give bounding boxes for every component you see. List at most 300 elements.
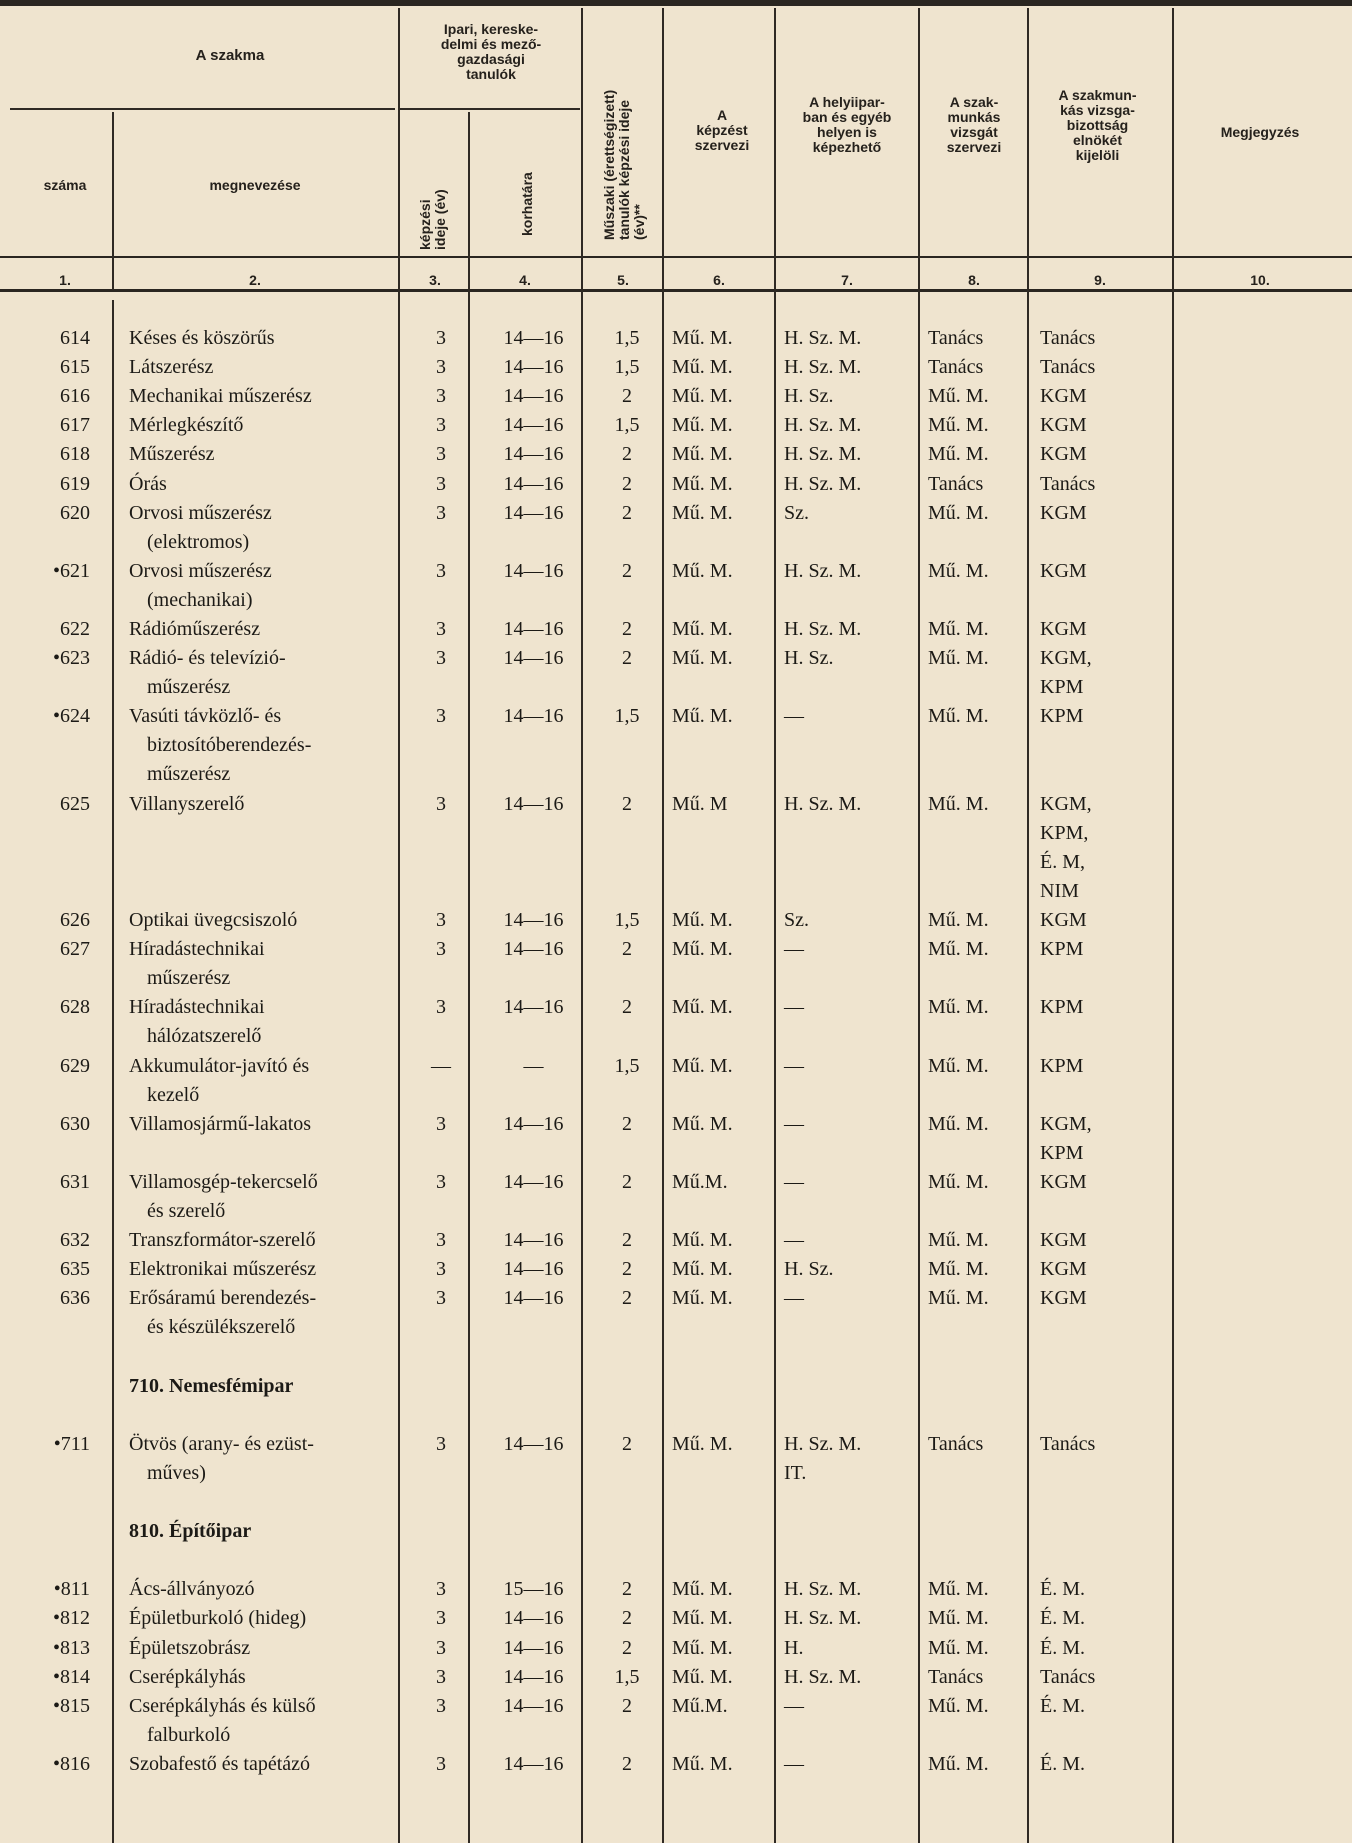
local-industry: H. Sz.: [784, 1258, 834, 1281]
exam-organizer: Mű. M.: [928, 1607, 989, 1630]
age-limit: 14—16: [503, 1694, 564, 1717]
training-organizer: Mű. M.: [672, 705, 733, 728]
technical-training-years: 2: [622, 385, 632, 408]
table-row: [0, 1284, 1352, 1339]
exam-organizer: Tanács: [928, 356, 984, 379]
local-industry: H. Sz.: [784, 385, 834, 408]
age-limit: 14—16: [503, 1432, 564, 1455]
exam-board-chair: KGM: [1040, 1229, 1087, 1252]
age-limit: 14—16: [503, 618, 564, 640]
occupation-number: 630: [60, 1112, 90, 1135]
local-industry: IT.: [784, 1461, 807, 1484]
occupation-name: és készülékszerelő: [147, 1316, 296, 1339]
exam-organizer: Mű. M.: [928, 1258, 989, 1281]
occupation-name: Szobafestő és tapétázó: [129, 1752, 311, 1775]
exam-board-chair: KGM: [1040, 501, 1087, 524]
occupation-number: 615: [60, 356, 90, 379]
occupation-name: kezelő: [147, 1083, 200, 1106]
training-years: 3: [436, 1432, 446, 1455]
training-organizer: Mű. M.: [672, 501, 733, 524]
training-organizer: Mű. M.: [672, 1607, 733, 1630]
occupation-name: Mechanikai műszerész: [129, 385, 312, 408]
training-organizer: Mű. M.: [672, 1229, 733, 1252]
table-row: [0, 993, 1352, 1048]
exam-board-chair: KGM: [1040, 1170, 1087, 1193]
occupation-number: •711: [53, 1432, 90, 1455]
occupation-name: Villamosgép-tekercselő: [129, 1170, 318, 1193]
exam-organizer: Mű. M.: [928, 1054, 989, 1077]
exam-organizer: Mű. M.: [928, 1694, 989, 1717]
occupation-name: Épületburkoló (hideg): [129, 1607, 307, 1630]
training-organizer: Mű. M.: [672, 909, 733, 931]
training-years: 3: [436, 1665, 446, 1688]
table-row: [0, 906, 1352, 935]
exam-organizer: Mű. M.: [928, 1229, 989, 1252]
exam-organizer: Mű. M.: [928, 996, 989, 1019]
column-number: 9.: [1094, 272, 1106, 288]
exam-organizer: Mű. M.: [928, 385, 989, 408]
occupation-number: 626: [60, 909, 90, 931]
occupation-name: Rádió- és televízió-: [129, 647, 286, 670]
training-years: 3: [436, 356, 446, 379]
table-row: [0, 1168, 1352, 1222]
header-vizsgabiz-line: bizottság: [1066, 117, 1129, 133]
header-szakmunkas-vizsgat: [920, 95, 1028, 155]
age-limit: 14—16: [503, 647, 564, 670]
occupation-number: 629: [60, 1054, 90, 1077]
training-organizer: Mű. M.: [672, 472, 733, 495]
technical-training-years: 2: [622, 501, 632, 524]
age-limit: 14—16: [503, 792, 564, 815]
local-industry: —: [784, 1170, 804, 1193]
occupation-name: (mechanikai): [147, 588, 253, 611]
age-limit: 14—16: [503, 327, 564, 349]
table-row: [0, 935, 1352, 990]
table-row: [0, 1750, 1352, 1779]
exam-board-chair: KGM,: [1040, 1112, 1092, 1135]
occupation-number: •811: [53, 1578, 90, 1601]
header-bottom-rule: [0, 256, 1352, 258]
header-kepzest-szervezi: [668, 108, 776, 153]
header-helyiipar-line: ban és egyéb: [802, 109, 892, 125]
header-muszaki-line: (év)**: [631, 204, 647, 240]
local-industry: H. Sz. M.: [784, 414, 862, 437]
technical-training-years: 2: [622, 1258, 632, 1281]
occupation-name: biztosítóberendezés-: [147, 734, 312, 757]
exam-board-chair: KGM,: [1040, 647, 1092, 670]
technical-training-years: 1,5: [614, 414, 640, 437]
occupation-number: •813: [52, 1636, 90, 1659]
header-tanulok-group: [402, 22, 580, 82]
occupation-name: Híradástechnikai: [129, 996, 265, 1019]
header-szakmunkas-line: A szak-: [949, 94, 999, 110]
table-row: [0, 324, 1352, 353]
occupation-number: 622: [60, 618, 90, 640]
training-years: 3: [436, 1258, 446, 1281]
age-limit: 14—16: [503, 559, 564, 582]
age-limit: 14—16: [503, 909, 564, 931]
age-limit: 14—16: [503, 1636, 564, 1659]
training-years: —: [431, 1054, 451, 1077]
table-row: [0, 1255, 1352, 1284]
occupation-name: hálózatszerelő: [147, 1025, 262, 1048]
table-row: [0, 1692, 1352, 1746]
header-group-rule: [10, 108, 395, 110]
training-years: 3: [436, 909, 446, 931]
training-organizer: Mű. M.: [672, 414, 733, 437]
technical-training-years: 1,5: [614, 356, 640, 379]
technical-training-years: 2: [622, 1112, 632, 1135]
header-szakmunkas-line: vizsgát: [950, 124, 998, 140]
training-years: 3: [436, 443, 446, 466]
technical-training-years: 2: [622, 1578, 632, 1601]
age-limit: 14—16: [503, 501, 564, 524]
local-industry: H. Sz. M.: [784, 1432, 862, 1455]
exam-organizer: Mű. M.: [928, 1578, 989, 1601]
occupation-name: Látszerész: [129, 356, 214, 379]
exam-organizer: Tanács: [928, 1665, 984, 1688]
section-title: 810. Építőipar: [129, 1520, 252, 1543]
exam-organizer: Mű. M.: [928, 647, 989, 670]
exam-organizer: Tanács: [928, 1432, 984, 1455]
training-years: 3: [436, 1694, 446, 1717]
exam-organizer: Mű. M.: [928, 501, 989, 524]
exam-board-chair: Tanács: [1040, 327, 1096, 349]
technical-training-years: 2: [622, 1229, 632, 1252]
age-limit: 14—16: [503, 705, 564, 728]
local-industry: H. Sz. M.: [784, 1607, 862, 1630]
training-organizer: Mű. M.: [672, 1578, 733, 1601]
table-row: [0, 1052, 1352, 1106]
exam-organizer: Mű. M.: [928, 1112, 989, 1135]
table-row: [0, 470, 1352, 499]
occupation-name: műszerész: [147, 967, 231, 990]
local-industry: —: [784, 1694, 804, 1717]
training-organizer: Mű. M.: [672, 385, 733, 408]
local-industry: —: [784, 1287, 804, 1310]
exam-board-chair: É. M.: [1040, 1752, 1085, 1775]
exam-board-chair: KPM: [1040, 1141, 1084, 1164]
occupation-number: •812: [52, 1607, 90, 1630]
header-megjegyzes: Megjegyzés: [1220, 124, 1300, 140]
table-row: [0, 702, 1352, 786]
technical-training-years: 1,5: [614, 327, 640, 349]
occupation-name: Elektronikai műszerész: [129, 1258, 317, 1281]
table-row: [0, 411, 1352, 440]
local-industry: H. Sz. M.: [784, 356, 862, 379]
technical-training-years: 2: [622, 443, 632, 466]
local-industry: —: [784, 1752, 804, 1775]
local-industry: H. Sz. M.: [784, 472, 862, 495]
exam-board-chair: KGM: [1040, 559, 1087, 582]
local-industry: Sz.: [784, 501, 809, 524]
occupation-name: Mérlegkészítő: [129, 414, 244, 437]
table-row: [0, 790, 1352, 902]
exam-board-chair: KPM: [1040, 676, 1084, 699]
training-organizer: Mű. M.: [672, 1112, 733, 1135]
header-vizsgabizottsag: [1030, 88, 1165, 163]
occupation-name: Műszerész: [129, 443, 215, 466]
training-years: 3: [436, 1287, 446, 1310]
table-row: [0, 440, 1352, 469]
age-limit: 14—16: [503, 1112, 564, 1135]
age-limit: 14—16: [503, 1752, 564, 1775]
local-industry: Sz.: [784, 909, 809, 931]
exam-board-chair: É. M.: [1040, 1607, 1085, 1630]
age-limit: 14—16: [503, 1229, 564, 1252]
header-szakmunkas-line: szervezi: [946, 139, 1002, 155]
technical-training-years: 2: [622, 1694, 632, 1717]
training-years: 3: [436, 1636, 446, 1659]
occupation-number: •816: [52, 1752, 90, 1775]
table-row: [0, 1604, 1352, 1633]
header-helyiipar-line: képezhető: [812, 139, 882, 155]
header-szakmunkas-line: munkás: [947, 109, 1001, 125]
occupation-number: 619: [60, 472, 90, 495]
section-title: 710. Nemesfémipar: [129, 1374, 294, 1397]
header-tanulok-line: tanulók: [466, 66, 516, 82]
age-limit: 14—16: [503, 1665, 564, 1688]
column-number: 10.: [1250, 272, 1270, 288]
local-industry: —: [784, 705, 804, 728]
table-row: [0, 644, 1352, 699]
top-rule: [0, 0, 1352, 6]
column-number: 1.: [59, 272, 71, 288]
occupation-name: Optikai üvegcsiszoló: [129, 909, 298, 931]
training-years: 3: [436, 1752, 446, 1775]
training-organizer: Mű. M.: [672, 1752, 733, 1775]
exam-board-chair: KPM: [1040, 938, 1084, 961]
age-limit: —: [523, 1054, 544, 1077]
training-years: 3: [436, 1112, 446, 1135]
training-years: 3: [436, 1607, 446, 1630]
technical-training-years: 2: [622, 792, 632, 815]
exam-board-chair: É. M,: [1040, 850, 1085, 873]
local-industry: —: [784, 996, 804, 1019]
header-muszaki: [602, 90, 647, 240]
header-kepzesi-ideje: [418, 189, 448, 250]
occupation-name: Orvosi műszerész: [129, 501, 272, 524]
occupation-name: Orvosi műszerész: [129, 559, 272, 582]
training-organizer: Mű. M.: [672, 996, 733, 1019]
section-heading: [0, 1372, 1352, 1401]
exam-organizer: Mű. M.: [928, 1287, 989, 1310]
training-organizer: Mű. M.: [672, 559, 733, 582]
exam-organizer: Mű. M.: [928, 705, 989, 728]
training-years: 3: [436, 385, 446, 408]
training-organizer: Mű. M.: [672, 1665, 733, 1688]
age-limit: 14—16: [503, 385, 564, 408]
occupation-name: Erősáramú berendezés-: [129, 1287, 317, 1310]
table-row: [0, 615, 1352, 644]
occupation-number: •624: [52, 705, 90, 728]
training-years: 3: [436, 618, 446, 640]
technical-training-years: 2: [622, 996, 632, 1019]
table-row: [0, 1575, 1352, 1604]
local-industry: H. Sz. M.: [784, 618, 862, 640]
header-tanulok-line: gazdasági: [457, 51, 525, 67]
local-industry: H. Sz. M.: [784, 327, 862, 349]
exam-board-chair: KGM: [1040, 443, 1087, 466]
training-organizer: Mű. M.: [672, 1054, 733, 1077]
header-group-rule: [400, 108, 580, 110]
exam-organizer: Mű. M.: [928, 1170, 989, 1193]
age-limit: 14—16: [503, 443, 564, 466]
training-years: 3: [436, 414, 446, 437]
training-organizer: Mű. M.: [672, 1287, 733, 1310]
exam-organizer: Mű. M.: [928, 559, 989, 582]
age-limit: 14—16: [503, 996, 564, 1019]
training-years: 3: [436, 705, 446, 728]
header-tanulok-line: delmi és mező-: [440, 36, 542, 52]
occupation-name: Cserépkályhás és külső: [129, 1694, 316, 1717]
header-vizsgabiz-line: A szakmun-: [1058, 87, 1137, 103]
technical-training-years: 2: [622, 647, 632, 670]
exam-organizer: Tanács: [928, 327, 984, 349]
occupation-number: 628: [60, 996, 90, 1019]
training-years: 3: [436, 501, 446, 524]
local-industry: —: [784, 938, 804, 961]
training-organizer: Mű. M.: [672, 356, 733, 379]
exam-board-chair: É. M.: [1040, 1694, 1085, 1717]
training-years: 3: [436, 647, 446, 670]
header-muszaki-line: Műszaki (érettségizett): [601, 89, 617, 240]
table-row: [0, 1430, 1352, 1484]
occupation-name: műszerész: [147, 676, 231, 699]
exam-organizer: Mű. M.: [928, 414, 989, 437]
age-limit: 14—16: [503, 414, 564, 437]
technical-training-years: 2: [622, 1752, 632, 1775]
occupation-number: 614: [60, 327, 90, 349]
training-years: 3: [436, 472, 446, 495]
technical-training-years: 2: [622, 559, 632, 582]
exam-board-chair: Tanács: [1040, 1432, 1096, 1455]
header-megnevezese: megnevezése: [209, 177, 301, 193]
training-organizer: Mű. M.: [672, 327, 733, 349]
exam-organizer: Mű. M.: [928, 1752, 989, 1775]
training-organizer: Mű. M.: [672, 1258, 733, 1281]
exam-board-chair: KPM: [1040, 705, 1084, 728]
column-divider: [112, 112, 114, 290]
table-row: [0, 382, 1352, 411]
column-number: 4.: [519, 272, 531, 288]
header-helyiipar: [776, 95, 918, 155]
exam-board-chair: KGM: [1040, 1287, 1087, 1310]
occupation-name: (elektromos): [147, 530, 250, 553]
training-organizer: Mű. M.: [672, 1636, 733, 1659]
table-row: [0, 557, 1352, 611]
table-row: [0, 1110, 1352, 1164]
occupation-number: 617: [60, 414, 90, 437]
exam-board-chair: NIM: [1040, 879, 1079, 902]
occupation-name: műves): [147, 1461, 206, 1484]
occupation-number: 631: [60, 1170, 90, 1193]
training-organizer: Mű. M: [672, 792, 728, 815]
table-row: [0, 1663, 1352, 1692]
occupation-number: 625: [60, 792, 90, 815]
training-years: 3: [436, 559, 446, 582]
occupation-name: Transzformátor-szerelő: [129, 1229, 316, 1252]
local-industry: H.: [784, 1636, 804, 1659]
training-organizer: Mű. M.: [672, 443, 733, 466]
training-organizer: Mű. M.: [672, 938, 733, 961]
column-number: 2.: [249, 272, 261, 288]
exam-board-chair: Tanács: [1040, 472, 1096, 495]
training-organizer: Mű.M.: [672, 1694, 728, 1717]
exam-board-chair: KPM: [1040, 1054, 1084, 1077]
section-heading: [0, 1517, 1352, 1546]
table-row: [0, 1226, 1352, 1255]
exam-organizer: Mű. M.: [928, 443, 989, 466]
exam-board-chair: KGM: [1040, 909, 1087, 931]
exam-organizer: Mű. M.: [928, 938, 989, 961]
occupation-number: •815: [52, 1694, 90, 1717]
training-years: 3: [436, 1578, 446, 1601]
occupation-name: falburkoló: [147, 1723, 231, 1746]
training-organizer: Mű.M.: [672, 1170, 728, 1193]
occupation-name: Rádióműszerész: [129, 618, 261, 640]
technical-training-years: 1,5: [614, 705, 640, 728]
occupation-name: Késes és köszörűs: [129, 327, 275, 349]
occupation-number: 616: [60, 385, 90, 408]
occupation-name: Villamosjármű-lakatos: [129, 1112, 312, 1135]
column-number: 3.: [429, 272, 441, 288]
technical-training-years: 2: [622, 618, 632, 640]
technical-training-years: 2: [622, 1607, 632, 1630]
exam-board-chair: KGM: [1040, 618, 1087, 640]
header-korhatara: korhatára: [519, 172, 535, 236]
header-kepzest-line: szervezi: [694, 137, 750, 153]
column-number: 7.: [841, 272, 853, 288]
exam-board-chair: KPM,: [1040, 821, 1089, 844]
header-vizsgabiz-line: kás vizsga-: [1060, 102, 1135, 118]
occupation-number: 618: [60, 443, 90, 466]
technical-training-years: 2: [622, 1432, 632, 1455]
occupation-name: Vasúti távközlő- és: [129, 705, 282, 728]
occupation-name: és szerelő: [147, 1199, 226, 1222]
occupation-name: Ács-állványozó: [129, 1578, 255, 1601]
column-number: 5.: [617, 272, 629, 288]
occupation-number: 627: [60, 938, 90, 961]
occupation-number: 620: [60, 501, 90, 524]
header-kepzest-line: képzést: [696, 122, 748, 138]
exam-organizer: Tanács: [928, 472, 984, 495]
header-helyiipar-line: A helyiipar-: [809, 94, 885, 110]
occupation-name: Cserépkályhás: [129, 1665, 246, 1688]
exam-board-chair: KGM,: [1040, 792, 1092, 815]
local-industry: —: [784, 1229, 804, 1252]
occupation-name: Órás: [129, 472, 167, 495]
occupation-number: •621: [52, 559, 90, 582]
age-limit: 15—16: [503, 1578, 564, 1601]
age-limit: 14—16: [503, 1258, 564, 1281]
exam-board-chair: KGM: [1040, 1258, 1087, 1281]
exam-board-chair: É. M.: [1040, 1636, 1085, 1659]
column-number: 6.: [713, 272, 725, 288]
occupation-name: Épületszobrász: [129, 1636, 251, 1659]
exam-board-chair: É. M.: [1040, 1578, 1085, 1601]
training-years: 3: [436, 938, 446, 961]
exam-organizer: Mű. M.: [928, 909, 989, 931]
technical-training-years: 2: [622, 1170, 632, 1193]
local-industry: H. Sz. M.: [784, 1578, 862, 1601]
training-years: 3: [436, 327, 446, 349]
header-szama: száma: [43, 177, 87, 193]
header-kepzest-line: A: [716, 107, 728, 123]
training-organizer: Mű. M.: [672, 618, 733, 640]
training-organizer: Mű. M.: [672, 1432, 733, 1455]
occupation-name: Híradástechnikai: [129, 938, 265, 961]
